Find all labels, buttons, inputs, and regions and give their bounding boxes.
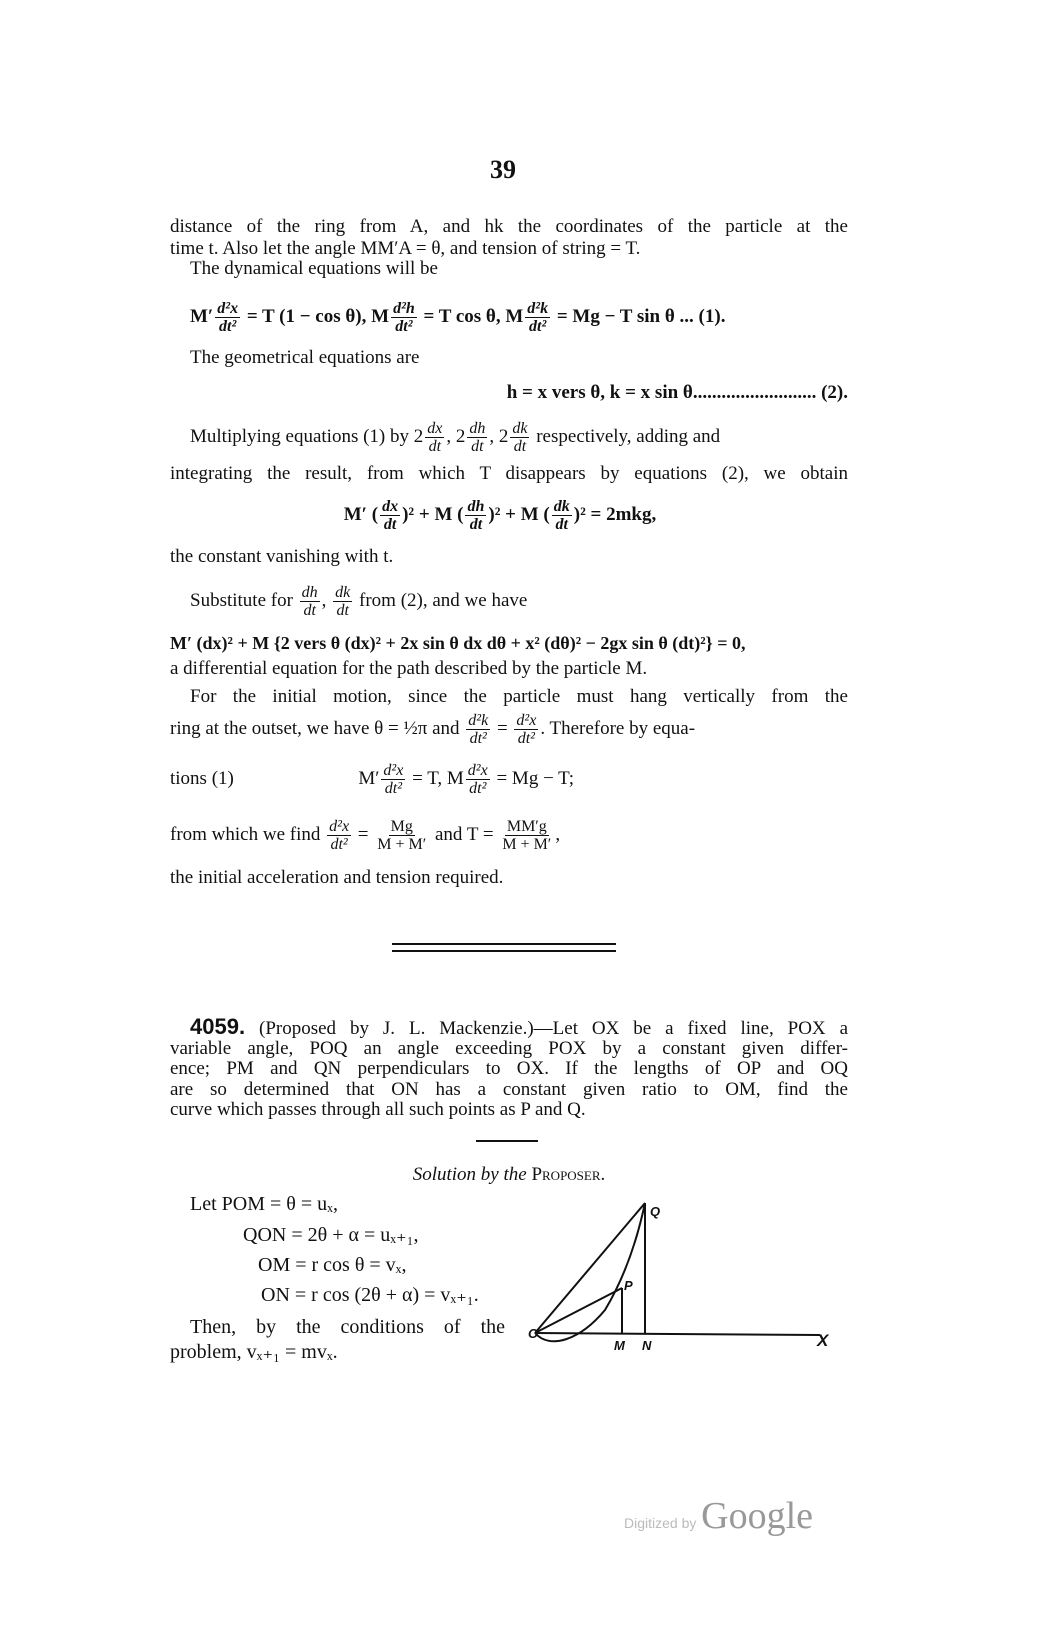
problem-line: are so determined that ON has a constant given ratio to OM, find the <box>170 1079 848 1100</box>
eq-part: Multiplying equations (1) by 2 <box>190 425 424 447</box>
numerator: d²x <box>329 818 350 835</box>
denominator: dt² <box>517 730 535 747</box>
eq-part: , <box>321 589 327 611</box>
eq-part: , 2 <box>446 425 466 447</box>
denominator: dt <box>469 516 483 533</box>
numerator: d²x <box>217 300 239 317</box>
denominator: dt² <box>219 318 237 335</box>
denominator: dt² <box>330 836 348 853</box>
solution-author: Proposer. <box>531 1164 606 1185</box>
label-p: P <box>624 1278 633 1293</box>
denominator: dt² <box>384 780 402 797</box>
eq-part: Substitute for <box>190 589 293 611</box>
solution-line: Then, by the conditions of the <box>190 1316 505 1338</box>
line-op <box>535 1288 622 1333</box>
text-line <box>170 762 848 797</box>
solution-heading <box>170 1164 848 1186</box>
text-line: the constant vanishing with t. <box>170 546 394 567</box>
problem-line: variable angle, POQ an angle exceeding POX by a constant given differ- <box>170 1038 848 1059</box>
text-line <box>170 712 848 747</box>
eq-part: from (2), and we have <box>359 589 528 611</box>
label-q: Q <box>650 1204 661 1219</box>
text-line: The dynamical equations will be <box>190 258 438 279</box>
equation-1 <box>190 300 848 335</box>
google-logo: Google <box>701 1495 813 1537</box>
problem-number: 4059. <box>190 1014 246 1039</box>
denominator: dt <box>471 438 484 455</box>
page-number: 39 <box>490 155 516 184</box>
denominator: dt <box>428 438 442 455</box>
denominator: M + M′ <box>502 836 552 853</box>
numerator: Mg <box>390 818 413 835</box>
eq-part: . Therefore by equa- <box>540 717 696 739</box>
problem-line: ence; PM and QN perpendiculars to OX. If the lengths of OP and OQ <box>170 1058 848 1079</box>
denominator: dt <box>383 516 397 533</box>
eq-part: = Mg − T sin θ ... (1). <box>556 305 726 327</box>
eq-part: M′ ( <box>343 503 379 525</box>
eq-part: = <box>496 717 508 739</box>
eq-part: = T (1 − cos θ), M <box>246 305 390 327</box>
short-rule <box>476 1140 538 1142</box>
text-line <box>190 420 848 455</box>
denominator: M + M′ <box>377 836 427 853</box>
eq-part: = T, M <box>412 767 464 789</box>
label-m: M <box>614 1338 625 1353</box>
eq-part: M′ <box>358 767 380 789</box>
eq-part: ring at the outset, we have θ = ½π and <box>170 717 460 739</box>
label-n: N <box>642 1338 652 1353</box>
eq-part: from which we find <box>170 823 321 845</box>
label-o: O <box>528 1326 539 1341</box>
digitized-watermark <box>624 1494 813 1538</box>
eq-part: )² = 2mkg, <box>573 503 657 525</box>
problem-line: curve which passes through all such points as P and Q. <box>170 1099 586 1120</box>
solution-line: problem, vₓ₊₁ = mvₓ. <box>170 1341 338 1363</box>
double-rule <box>392 943 616 945</box>
numerator: dh <box>469 420 486 437</box>
numerator: dk <box>512 420 528 437</box>
text-line: For the initial motion, since the particle must hang vertically from the <box>190 686 848 707</box>
numerator: d²k <box>527 300 549 317</box>
double-rule <box>392 950 616 952</box>
solution-heading-italic: Solution by the <box>412 1164 527 1185</box>
numerator: d²x <box>467 762 488 779</box>
solution-line: OM = r cos θ = vₓ, <box>258 1254 407 1276</box>
equation-4: M′ (dx)² + M {2 vers θ (dx)² + 2x sin θ dx dθ + x² (dθ)² − 2gx sin θ (dt)²} = 0, <box>170 633 746 653</box>
denominator: dt <box>303 602 316 619</box>
eq-part: )² + M ( <box>402 503 464 525</box>
text-line: time t. Also let the angle MM′A = θ, and tension of string = T. <box>170 238 641 259</box>
problem-line <box>190 1016 848 1040</box>
numerator: d²k <box>468 712 489 729</box>
label-x: X <box>817 1331 829 1350</box>
line-oq <box>535 1203 645 1333</box>
eq-part: = <box>357 823 369 845</box>
geometry-diagram <box>520 1190 840 1360</box>
denominator: dt² <box>395 318 413 335</box>
text-line: integrating the result, from which T disappears by equations (2), we obtain <box>170 463 848 484</box>
eq-part: , 2 <box>489 425 509 447</box>
denominator: dt <box>555 516 568 533</box>
text-line: distance of the ring from A, and hk the coordinates of the particle at the <box>170 216 848 237</box>
numerator: dh <box>467 498 485 515</box>
text-line: the initial acceleration and tension required. <box>170 867 504 888</box>
numerator: dh <box>301 584 318 601</box>
denominator: dt² <box>469 780 487 797</box>
eq-part: respectively, adding and <box>536 425 721 447</box>
eq-part: = Mg − T; <box>496 767 575 789</box>
eq-part: , <box>555 823 561 845</box>
numerator: dx <box>427 420 443 437</box>
eq-part: tions (1) <box>170 767 234 789</box>
problem-text: (Proposed by J. L. Mackenzie.)—Let OX be a fixed line, POX a <box>259 1018 849 1039</box>
solution-line: ON = r cos (2θ + α) = vₓ₊₁. <box>261 1284 479 1306</box>
text-line <box>190 584 848 619</box>
numerator: dk <box>553 498 570 515</box>
eq-part: and T = <box>435 823 494 845</box>
solution-line: Let POM = θ = uₓ, <box>190 1193 338 1215</box>
eq-part: = T cos θ, M <box>423 305 524 327</box>
numerator: dk <box>335 584 351 601</box>
numerator: dx <box>382 498 399 515</box>
equation-3 <box>250 498 750 533</box>
numerator: MM′g <box>506 818 547 835</box>
eq-part: )² + M ( <box>488 503 550 525</box>
text-line: The geometrical equations are <box>190 347 420 368</box>
numerator: d²h <box>393 300 415 317</box>
watermark-text: Digitized by <box>624 1515 697 1531</box>
denominator: dt² <box>469 730 487 747</box>
numerator: d²x <box>516 712 537 729</box>
text-line: a differential equation for the path described by the particle M. <box>170 658 648 679</box>
denominator: dt <box>513 438 527 455</box>
eq-part: M′ <box>190 305 214 327</box>
equation-2: h = x vers θ, k = x sin θ.......................... (2). <box>506 382 848 403</box>
solution-line: QON = 2θ + α = uₓ₊₁, <box>243 1224 419 1246</box>
denominator: dt <box>336 602 349 619</box>
denominator: dt² <box>529 318 547 335</box>
numerator: d²x <box>383 762 404 779</box>
text-line <box>170 818 848 853</box>
